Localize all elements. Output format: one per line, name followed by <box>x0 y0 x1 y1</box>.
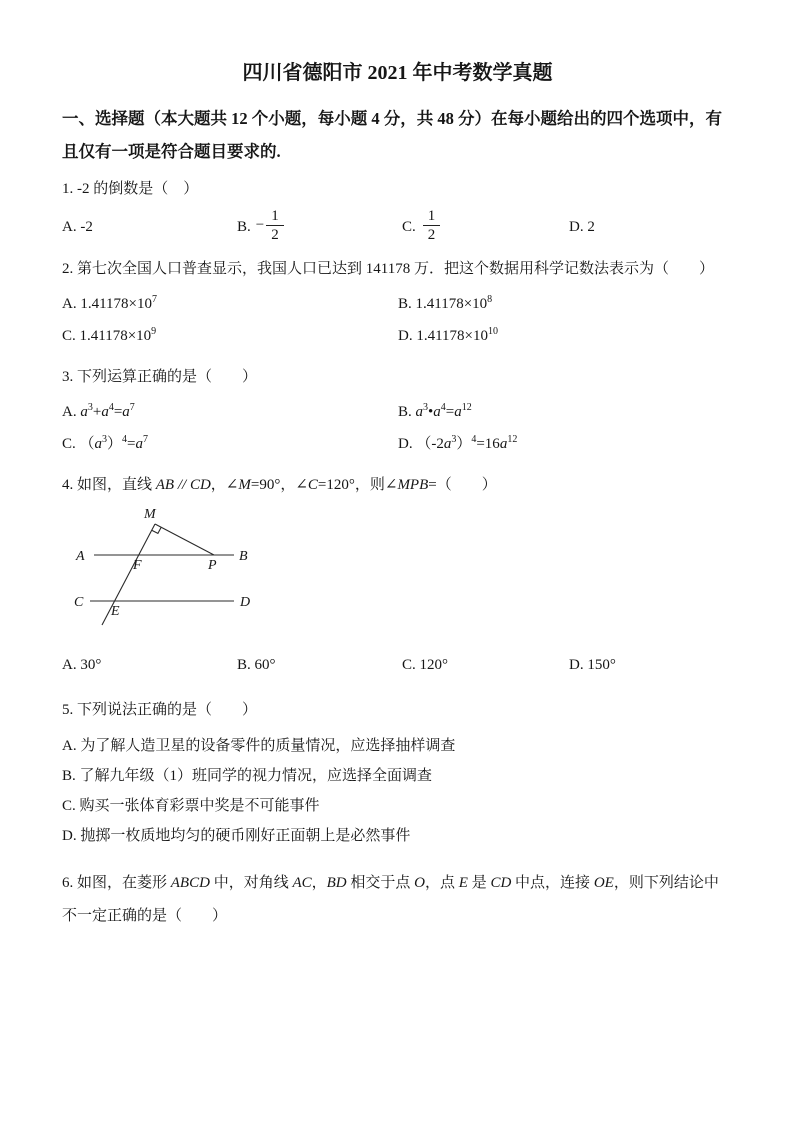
question-5-options <box>62 731 733 851</box>
question-3-options <box>62 396 733 460</box>
question-4-options <box>62 653 733 677</box>
geometry-figure-svg <box>62 502 332 647</box>
question-4-text: 4. 如图，直线 AB // CD，∠M=90°，∠C=120°，则∠MPB=（ ） <box>62 477 497 493</box>
q2-option-c: C. $1.41178\times 10^9$ <box>62 326 157 344</box>
q3-option-b: B. $a^3•a^4=a^{12}$ <box>398 402 472 420</box>
segment-mp <box>155 524 214 555</box>
fraction-numerator: 1 <box>423 208 441 226</box>
q3-option-d: D. $(-2a^3)^4=16a^{12}$ <box>398 434 518 452</box>
q4-option-c: C. 120° <box>402 657 449 673</box>
q4-option-a: A. 30° <box>62 657 102 673</box>
label-m: M <box>144 507 156 522</box>
q5-option-c: C. 购买一张体育彩票中奖是不可能事件 <box>62 798 320 814</box>
label-f: F <box>133 558 142 573</box>
q1-option-b <box>237 207 402 243</box>
q5-option-b: B. 了解九年级（1）班同学的视力情况，应选择全面调查 <box>62 768 433 784</box>
label-e: E <box>111 604 120 619</box>
q1-option-b-sign: − <box>255 216 265 233</box>
geometry-figure <box>62 502 332 647</box>
question-2-text: 2. 第七次全国人口普查显示，我国人口已达到 141178 万．把这个数据用科学记数法表示为（ ） <box>62 261 714 277</box>
q4-option-b: B. 60° <box>237 657 276 673</box>
q1-option-c <box>402 207 569 243</box>
q3-option-a: A. $a^3+a^4=a^7$ <box>62 402 135 420</box>
question-3-text: 3. 下列运算正确的是（ ） <box>62 369 258 385</box>
q1-option-d: D. 2 <box>569 218 595 235</box>
q3-option-c: C. $(a^3)^4=a^7$ <box>62 434 148 452</box>
question-5-text: 5. 下列说法正确的是（ ） <box>62 702 258 718</box>
question-6-text: 6. 如图，在菱形 ABCD 中，对角线 AC，BD 相交于点 O，点 E 是 CD 中点，连接 OE，则下列结论中不一定正确的是（ ） <box>62 875 719 924</box>
transversal-line-mfe <box>102 524 155 625</box>
q2-option-b: B. $1.41178\times 10^8$ <box>398 294 493 312</box>
q2-option-d: D. $1.41178\times 10^{10}$ <box>398 326 498 344</box>
q1-option-b-fraction <box>266 208 284 243</box>
page-title: 四川省德阳市 2021 年中考数学真题 <box>242 62 553 84</box>
question-1-options <box>62 202 733 252</box>
fraction-denominator: 2 <box>427 226 436 243</box>
label-d: D <box>240 595 251 610</box>
q4-option-d: D. 150° <box>569 657 616 673</box>
q2-option-a: A. $1.41178\times 10^7$ <box>62 294 157 312</box>
label-b: B <box>239 549 248 564</box>
q1-option-a: A. -2 <box>62 218 93 235</box>
question-2-options <box>62 288 733 352</box>
section-header: 一、选择题（本大题共 12 个小题，每小题 4 分，共 48 分）在每小题给出的四个选项中，有且仅有一项是符合题目要求的. <box>62 109 722 161</box>
q1-option-c-fraction <box>423 208 441 243</box>
q5-option-a: A. 为了解人造卫星的设备零件的质量情况，应选择抽样调查 <box>62 738 456 754</box>
q5-option-d: D. 抛掷一枚质地均匀的硬币刚好正面朝上是必然事件 <box>62 828 411 844</box>
label-a: A <box>76 549 85 564</box>
fraction-denominator: 2 <box>271 226 279 243</box>
q1-option-c-label: C. <box>402 218 416 235</box>
question-1-text: 1. -2 的倒数是（ ） <box>62 181 199 197</box>
q1-option-b-label: B. <box>237 218 251 235</box>
label-p: P <box>208 558 217 573</box>
fraction-numerator: 1 <box>266 208 284 226</box>
label-c: C <box>74 595 84 610</box>
